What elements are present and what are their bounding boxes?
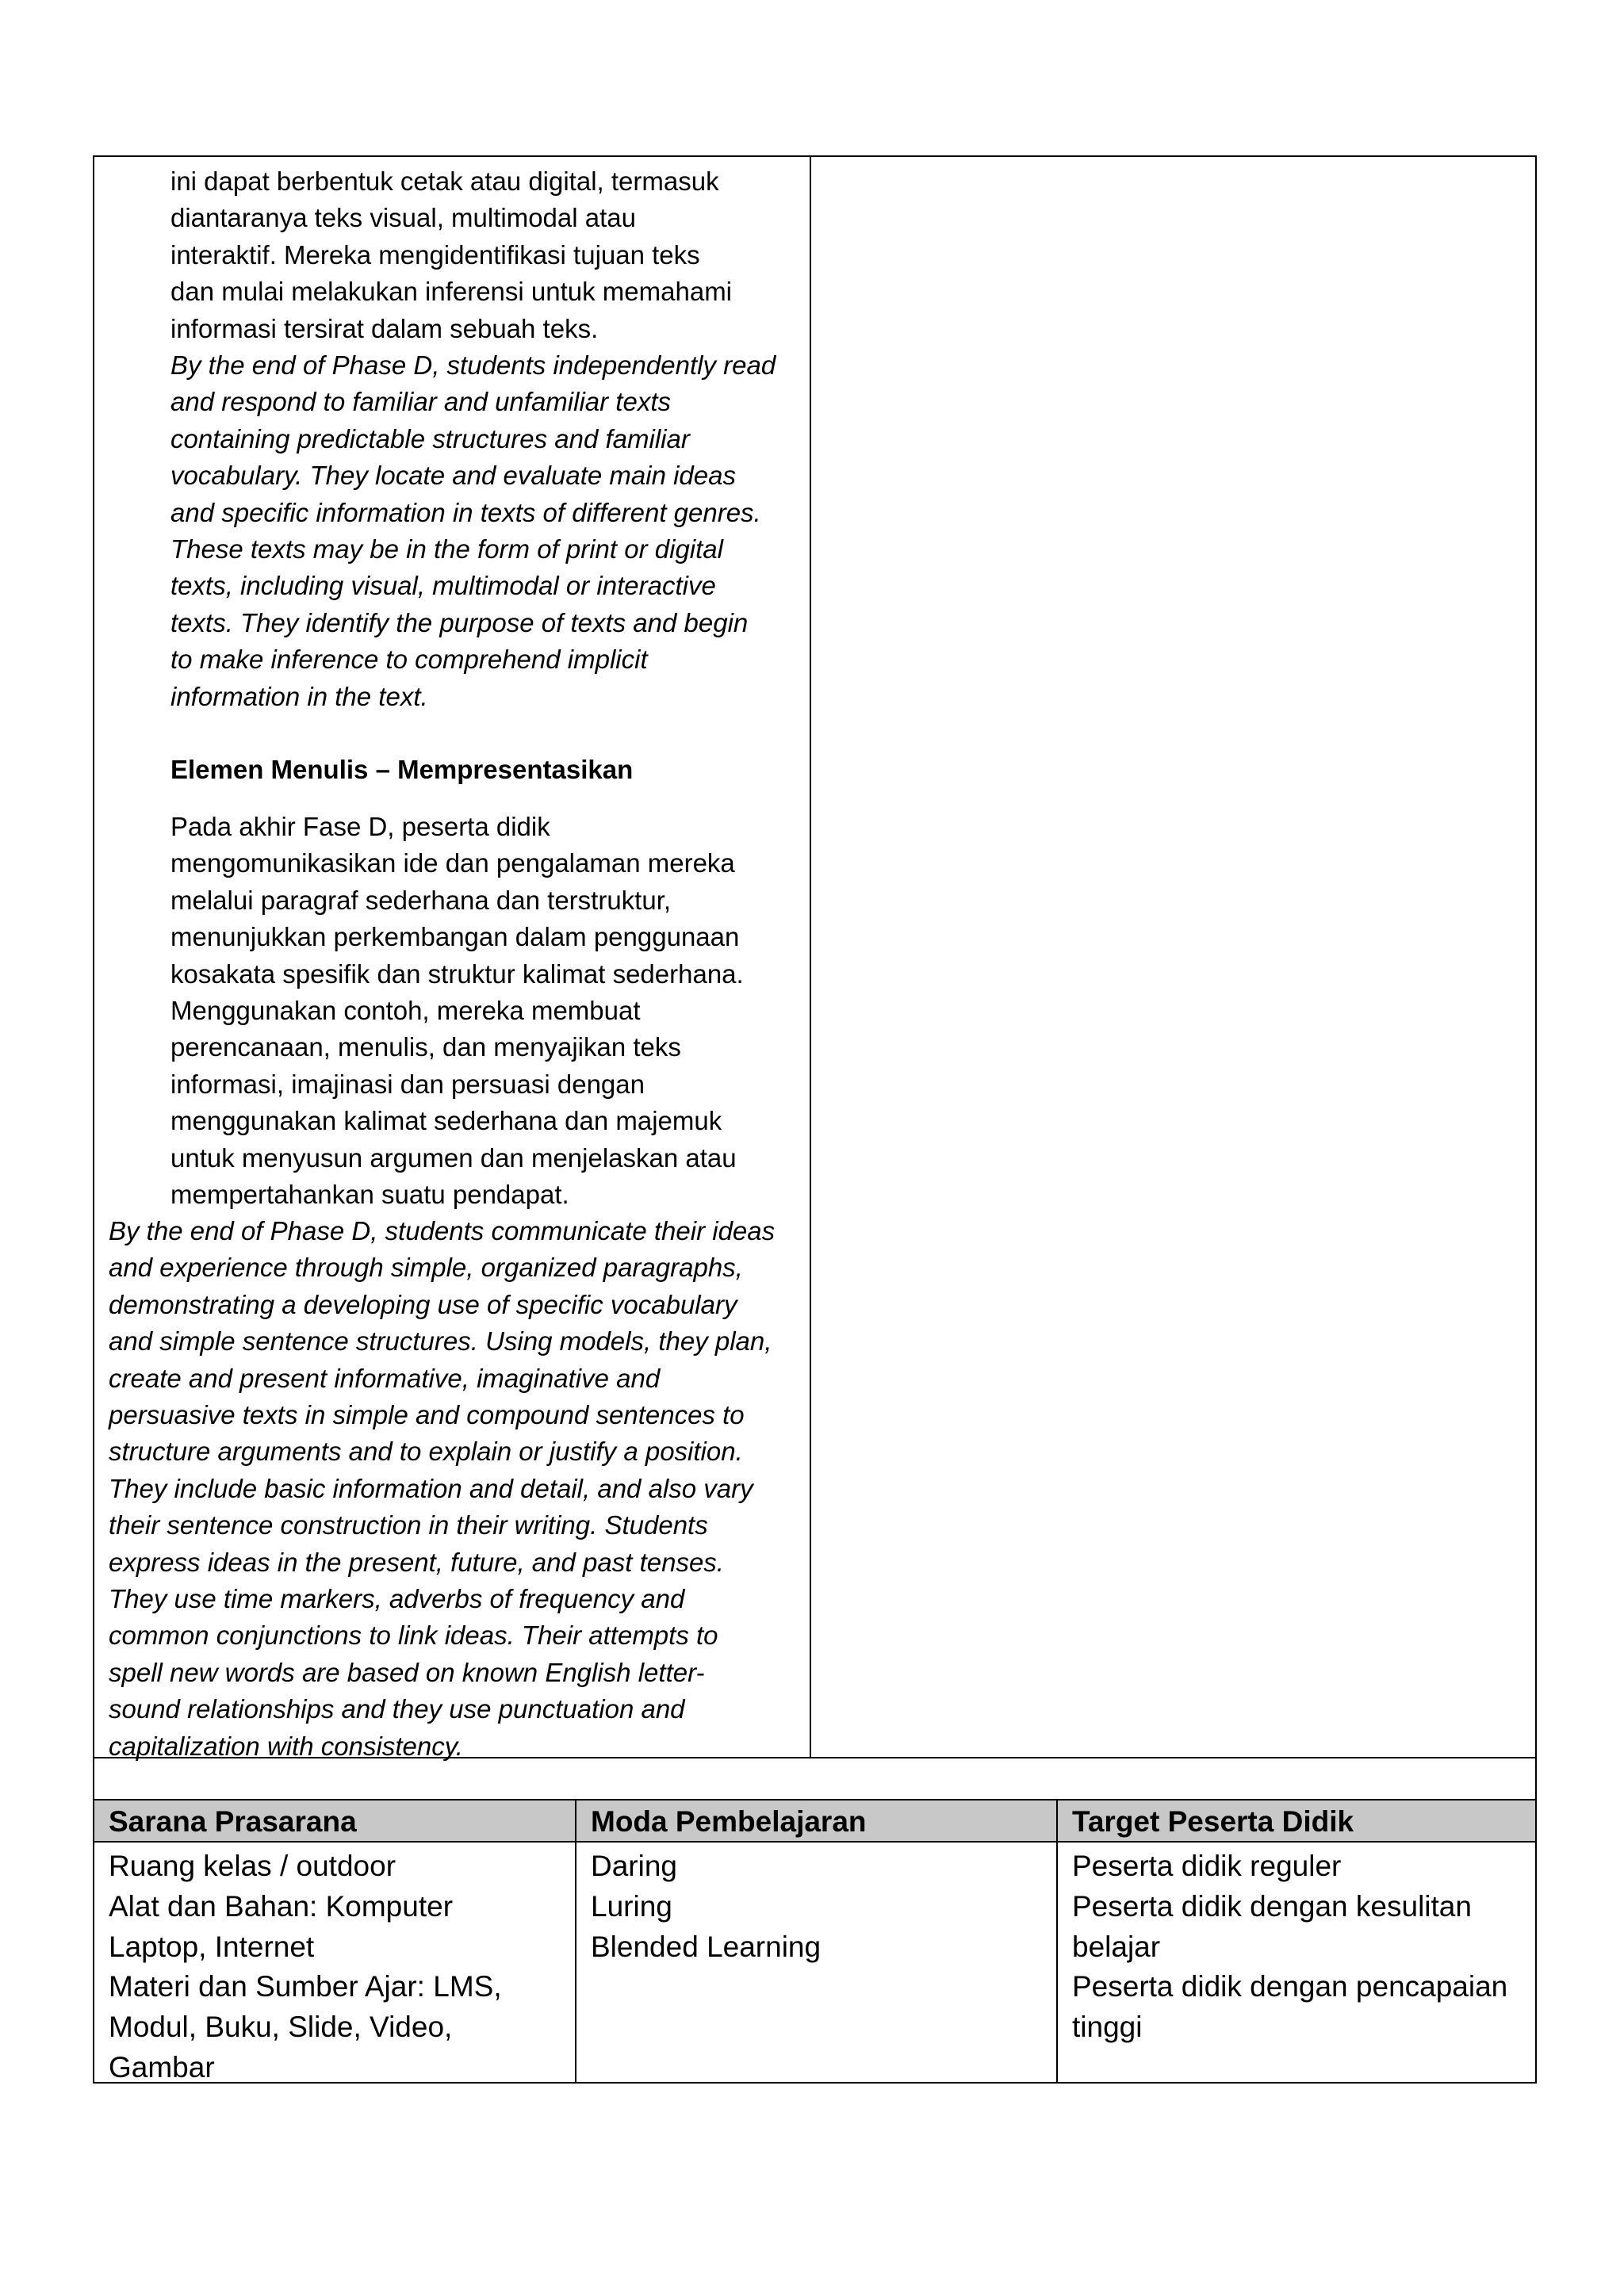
list-item: belajar — [1072, 1930, 1161, 1963]
list-item: Modul, Buku, Slide, Video, — [109, 2011, 453, 2044]
text-line: Menggunakan contoh, mereka membuat — [170, 996, 641, 1026]
list-item: Daring — [591, 1850, 677, 1882]
text-line: Pada akhir Fase D, peserta didik — [170, 812, 550, 841]
text-line: and respond to familiar and unfamiliar texts — [170, 387, 671, 417]
text-line: menunjukkan perkembangan dalam penggunaan — [170, 922, 740, 952]
learning-outcomes-table — [93, 155, 1537, 1761]
text-line: to make inference to comprehend implicit — [170, 645, 648, 675]
list-item: Alat dan Bahan: Komputer — [109, 1889, 454, 1923]
text-line: and simple sentence structures. Using models, they plan, — [109, 1326, 772, 1357]
text-line: persuasive texts in simple and compound sentences to — [109, 1400, 745, 1430]
list-item: Blended Learning — [591, 1930, 822, 1963]
text-line: informasi, imajinasi dan persuasi dengan — [170, 1069, 645, 1099]
reading-indonesian-paragraph — [170, 163, 732, 347]
text-line: informasi tersirat dalam sebuah teks. — [170, 313, 599, 343]
sarana-prasarana-cell — [109, 1846, 502, 2088]
text-line: ini dapat berbentuk cetak atau digital, termasuk — [170, 166, 719, 196]
text-line: common conjunctions to link ideas. Their attempts to — [109, 1621, 718, 1651]
text-line: information in the text. — [170, 681, 428, 711]
header-target-peserta-didik: Target Peserta Didik — [1072, 1805, 1354, 1838]
text-line: structure arguments and to explain or justify a position. — [109, 1437, 743, 1467]
text-line: By the end of Phase D, students communicate their ideas — [109, 1216, 776, 1246]
writing-english-paragraph — [109, 1213, 775, 1765]
text-line: untuk menyusun argumen dan menjelaskan atau — [170, 1142, 737, 1173]
text-line: texts, including visual, multimodal or interactive — [170, 571, 716, 601]
list-item: Peserta didik dengan kesulitan — [1072, 1889, 1472, 1923]
text-line: demonstrating a developing use of specific vocabulary — [109, 1289, 737, 1319]
text-line: spell new words are based on known English letter- — [109, 1657, 705, 1687]
text-line: mempertahankan suatu pendapat. — [170, 1180, 569, 1210]
writing-indonesian-paragraph — [170, 809, 744, 1213]
text-line: melalui paragraf sederhana dan terstruktur, — [170, 885, 672, 915]
facilities-table — [93, 1799, 1537, 2084]
writing-element-heading: Elemen Menulis – Mempresentasikan — [170, 755, 634, 784]
list-item: Luring — [591, 1889, 672, 1923]
text-line: sound relationships and they use punctuation and — [109, 1694, 685, 1724]
spacer-row — [93, 1757, 1537, 1800]
text-line: diantaranya teks visual, multimodal atau — [170, 203, 636, 233]
list-item: Peserta didik reguler — [1072, 1850, 1342, 1882]
text-line: interaktif. Mereka mengidentifikasi tujuan teks — [170, 239, 700, 270]
text-line: capitalization with consistency. — [109, 1731, 463, 1761]
text-line: express ideas in the present, future, and past tenses. — [109, 1547, 724, 1577]
text-line: They use time markers, adverbs of frequency and — [109, 1584, 685, 1614]
list-item: Ruang kelas / outdoor — [109, 1850, 396, 1882]
list-item: Peserta didik dengan pencapaian — [1072, 1970, 1508, 2003]
text-line: kosakata spesifik dan struktur kalimat sederhana. — [170, 959, 744, 989]
text-line: dan mulai melakukan inferensi untuk memahami — [170, 277, 733, 307]
text-line: vocabulary. They locate and evaluate main ideas — [170, 461, 736, 491]
outcomes-text-cell — [94, 157, 811, 1761]
text-line: create and present informative, imaginative and — [109, 1363, 661, 1393]
moda-pembelajaran-cell — [591, 1846, 821, 1967]
empty-right-cell — [811, 157, 1535, 1757]
reading-english-paragraph — [170, 347, 776, 715]
text-line: and experience through simple, organized paragraphs, — [109, 1253, 743, 1283]
text-line: containing predictable structures and familiar — [170, 423, 690, 453]
text-line: texts. They identify the purpose of texts and begin — [170, 607, 749, 637]
list-item: tinggi — [1072, 2011, 1143, 2044]
column-divider — [1056, 1800, 1058, 2082]
text-line: menggunakan kalimat sederhana dan majemuk — [170, 1106, 722, 1136]
list-item: Laptop, Internet — [109, 1930, 315, 1963]
text-line: They include basic information and detail, and also vary — [109, 1473, 753, 1503]
list-item: Gambar — [109, 2050, 215, 2084]
list-item: Materi dan Sumber Ajar: LMS, — [109, 1970, 502, 2003]
text-line: perencanaan, menulis, dan menyajikan teks — [170, 1032, 681, 1062]
text-line: These texts may be in the form of print or digital — [170, 534, 723, 564]
header-moda-pembelajaran: Moda Pembelajaran — [591, 1805, 867, 1838]
header-sarana-prasarana: Sarana Prasarana — [109, 1805, 357, 1838]
text-line: their sentence construction in their writing. Students — [109, 1510, 708, 1540]
text-line: and specific information in texts of different genres. — [170, 497, 761, 527]
text-line: mengomunikasikan ide dan pengalaman mereka — [170, 848, 735, 878]
column-divider — [575, 1800, 576, 2082]
target-peserta-didik-cell — [1072, 1846, 1507, 2048]
text-line: By the end of Phase D, students independently read — [170, 350, 776, 380]
